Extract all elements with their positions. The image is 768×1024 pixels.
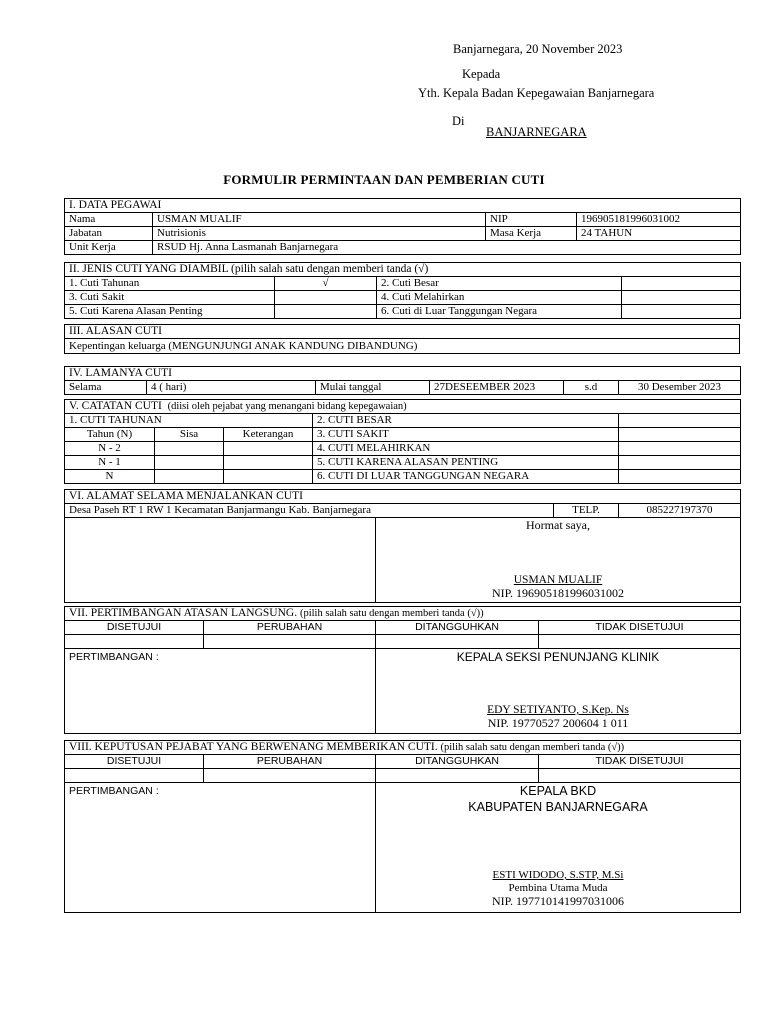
- column-header: Keterangan: [224, 428, 313, 442]
- selama-value: 4 ( hari): [147, 381, 316, 395]
- telp-value: 085227197370: [619, 504, 741, 518]
- jabatan-value: Nutrisionis: [153, 227, 486, 241]
- supervisor-signature-block: [376, 649, 741, 734]
- masa-kerja-value: 24 TAHUN: [577, 227, 741, 241]
- cuti-option: 6. Cuti di Luar Tanggungan Negara: [377, 305, 622, 319]
- year-label: N - 1: [65, 456, 155, 470]
- official-role: KEPALA BKD: [519, 784, 597, 798]
- telp-label: TELP.: [554, 504, 619, 518]
- di-label: Di: [452, 114, 465, 128]
- applicant-nip: NIP. 196905181996031002: [492, 586, 625, 600]
- cuti-type-label: 2. CUTI BESAR: [313, 414, 619, 428]
- section-pertimbangan-atasan: [64, 606, 741, 734]
- form-title: FORMULIR PERMINTAAN DAN PEMBERIAN CUTI: [223, 172, 545, 187]
- supervisor-nip: NIP. 19770527 200604 1 011: [487, 716, 629, 730]
- section-heading: I. DATA PEGAWAI: [65, 199, 741, 213]
- official-nip: NIP. 197710141997031006: [492, 894, 625, 908]
- checkmark-cell[interactable]: [275, 291, 377, 305]
- cuti-tahunan-label: 1. CUTI TAHUNAN: [65, 414, 313, 428]
- cuti-type-label: 4. CUTI MELAHIRKAN: [313, 442, 619, 456]
- supervisor-name: EDY SETIYANTO, S.Kep. Ns: [487, 704, 629, 716]
- option-ditangguhkan: DITANGGUHKAN: [376, 621, 539, 635]
- section-note: (diisi oleh pejabat yang menangani bidang kepegawaian): [167, 401, 407, 412]
- checkmark-cell[interactable]: [275, 305, 377, 319]
- cuti-option: 5. Cuti Karena Alasan Penting: [65, 305, 275, 319]
- end-date: 30 Desember 2023: [619, 381, 741, 395]
- cuti-type-value[interactable]: [619, 442, 741, 456]
- sisa-value[interactable]: [155, 456, 224, 470]
- field-label: Masa Kerja: [486, 227, 577, 241]
- place-date: Banjarnegara, 20 November 2023: [453, 42, 623, 56]
- cuti-option: 3. Cuti Sakit: [65, 291, 275, 305]
- start-date: 27DESEEMBER 2023: [430, 381, 564, 395]
- cuti-option: 2. Cuti Besar: [377, 277, 622, 291]
- keterangan-value[interactable]: [224, 456, 313, 470]
- supervisor-role: KEPALA SEKSI PENUNJANG KLINIK: [456, 650, 660, 664]
- field-label: NIP: [486, 213, 577, 227]
- field-label: Selama: [65, 381, 147, 395]
- option-tidak-disetujui: TIDAK DISETUJUI: [539, 621, 741, 635]
- cuti-type-label: 3. CUTI SAKIT: [313, 428, 619, 442]
- cuti-type-value[interactable]: [619, 456, 741, 470]
- section-data-pegawai: [64, 198, 741, 255]
- official-rank: Pembina Utama Muda: [508, 882, 608, 894]
- cuti-type-value[interactable]: [619, 470, 741, 484]
- field-label: Nama: [65, 213, 153, 227]
- field-label: Mulai tanggal: [316, 381, 430, 395]
- section-lamanya-cuti: [64, 366, 741, 395]
- nip-value: 196905181996031002: [577, 213, 741, 227]
- section-heading: VI. ALAMAT SELAMA MENJALANKAN CUTI: [65, 490, 741, 504]
- field-label: Unit Kerja: [65, 241, 153, 255]
- pertimbangan-area[interactable]: [65, 783, 376, 913]
- section-heading: IV. LAMANYA CUTI: [65, 367, 741, 381]
- city: BANJARNEGARA: [486, 125, 587, 139]
- pertimbangan-label: PERTIMBANGAN :: [69, 651, 159, 663]
- check-cell[interactable]: [376, 769, 539, 783]
- section-keputusan-pejabat: [64, 740, 741, 913]
- check-cell[interactable]: [204, 635, 376, 649]
- check-cell[interactable]: [204, 769, 376, 783]
- option-perubahan: PERUBAHAN: [204, 621, 376, 635]
- sd-label: s.d: [564, 381, 619, 395]
- closing-greeting: Hormat saya,: [526, 518, 590, 532]
- check-cell[interactable]: [65, 769, 204, 783]
- applicant-name: USMAN MUALIF: [513, 574, 603, 586]
- check-cell[interactable]: [539, 769, 741, 783]
- check-cell[interactable]: [65, 635, 204, 649]
- section-jenis-cuti: [64, 262, 741, 319]
- section-heading: III. ALASAN CUTI: [65, 325, 740, 339]
- section-alamat-cuti: [64, 489, 741, 603]
- official-signature-block: [376, 783, 741, 913]
- official-institution: KABUPATEN BANJARNEGARA: [468, 800, 648, 814]
- alasan-value: Kepentingan keluarga (MENGUNJUNGI ANAK KANDUNG DIBANDUNG): [65, 339, 740, 354]
- nama-value: USMAN MUALIF: [153, 213, 486, 227]
- section-heading: VII. PERTIMBANGAN ATASAN LANGSUNG. (pilih salah satu dengan memberi tanda (√)): [65, 607, 741, 621]
- pertimbangan-area[interactable]: [65, 649, 376, 734]
- checkmark-cell[interactable]: [622, 277, 741, 291]
- unit-kerja-value: RSUD Hj. Anna Lasmanah Banjarnegara: [153, 241, 741, 255]
- keterangan-value[interactable]: [224, 470, 313, 484]
- section-heading: V. CATATAN CUTI (diisi oleh pejabat yang menangani bidang kepegawaian): [65, 400, 741, 414]
- keterangan-value[interactable]: [224, 442, 313, 456]
- option-perubahan: PERUBAHAN: [204, 755, 376, 769]
- year-label: N: [65, 470, 155, 484]
- field-label: Jabatan: [65, 227, 153, 241]
- applicant-signature-block: [376, 518, 741, 603]
- section-note: (pilih salah satu dengan memberi tanda (√)): [299, 608, 484, 619]
- official-name: ESTI WIDODO, S.STP, M.Si: [492, 869, 624, 881]
- recipient-intro: Kepada: [462, 67, 501, 81]
- section-alasan-cuti: [64, 324, 740, 354]
- checkmark-cell[interactable]: [622, 305, 741, 319]
- check-cell[interactable]: [539, 635, 741, 649]
- year-label: N - 2: [65, 442, 155, 456]
- addressee: Yth. Kepala Badan Kepegawaian Banjarnegara: [418, 86, 655, 100]
- pertimbangan-label: PERTIMBANGAN :: [69, 785, 159, 797]
- section-catatan-cuti: [64, 399, 741, 484]
- cuti-option: 4. Cuti Melahirkan: [377, 291, 622, 305]
- sisa-value[interactable]: [155, 470, 224, 484]
- section-heading: II. JENIS CUTI YANG DIAMBIL (pilih salah satu dengan memberi tanda (√): [65, 263, 741, 277]
- blank-area: [65, 518, 376, 603]
- checkmark-cell[interactable]: √: [275, 277, 377, 291]
- cuti-type-label: 6. CUTI DI LUAR TANGGUNGAN NEGARA: [313, 470, 619, 484]
- option-ditangguhkan: DITANGGUHKAN: [376, 755, 539, 769]
- column-header: Sisa: [155, 428, 224, 442]
- section-note: (pilih salah satu dengan memberi tanda (√)): [440, 742, 625, 753]
- section-heading: VIII. KEPUTUSAN PEJABAT YANG BERWENANG MEMBERIKAN CUTI. (pilih salah satu dengan memberi tanda (√)): [65, 741, 741, 755]
- option-disetujui: DISETUJUI: [65, 755, 204, 769]
- cuti-type-value[interactable]: [619, 428, 741, 442]
- cuti-type-value[interactable]: [619, 414, 741, 428]
- alamat-value: Desa Paseh RT 1 RW 1 Kecamatan Banjarmangu Kab. Banjarnegara: [65, 504, 554, 518]
- sisa-value[interactable]: [155, 442, 224, 456]
- option-tidak-disetujui: TIDAK DISETUJUI: [539, 755, 741, 769]
- cuti-type-label: 5. CUTI KARENA ALASAN PENTING: [313, 456, 619, 470]
- option-disetujui: DISETUJUI: [65, 621, 204, 635]
- column-header: Tahun (N): [65, 428, 155, 442]
- check-cell[interactable]: [376, 635, 539, 649]
- cuti-option: 1. Cuti Tahunan: [65, 277, 275, 291]
- checkmark-cell[interactable]: [622, 291, 741, 305]
